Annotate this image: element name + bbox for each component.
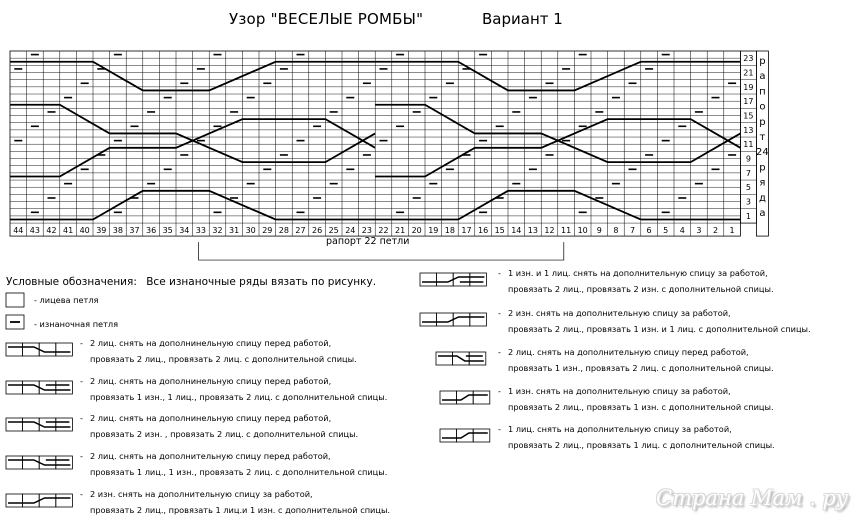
column-number: 16 [478, 226, 489, 236]
column-number: 27 [295, 226, 306, 236]
column-number: 4 [679, 226, 685, 236]
legend-item [498, 265, 774, 297]
legend-item [80, 373, 388, 405]
side-label-letter: о [759, 101, 766, 113]
side-label-letter: а [759, 71, 766, 83]
legend-symbol [6, 381, 72, 394]
legend-title: Условные обозначения: [6, 276, 137, 288]
row-numbers [743, 54, 753, 221]
column-number: 26 [312, 226, 323, 236]
legend-item-text: провязать 2 лиц., провязать 2 лиц. с дополнительной спицы. [90, 354, 357, 364]
legend-dash: - [498, 268, 501, 278]
column-number: 7 [629, 226, 636, 236]
column-number: 23 [361, 226, 372, 236]
column-number: 29 [262, 226, 273, 236]
side-label-letter: р [759, 116, 766, 128]
legend-symbol [6, 343, 72, 356]
column-number: 18 [444, 226, 455, 236]
legend-symbol [6, 293, 24, 307]
column-number: 22 [378, 226, 389, 236]
row-number: 1 [745, 211, 751, 221]
column-number: 32 [212, 226, 223, 236]
legend-item [34, 292, 99, 308]
legend-symbol [420, 313, 486, 326]
legend-item-text: - изнаночная петля [34, 319, 119, 329]
column-number: 2 [712, 226, 719, 236]
column-number: 43 [29, 226, 40, 236]
legend-item-text: 2 лиц. снять на дополнинельную спицу перед работой, [90, 413, 332, 423]
column-number: 30 [245, 226, 256, 236]
column-number: 6 [646, 226, 652, 236]
legend-dash: - [80, 376, 83, 386]
legend-item-text: 2 лиц. снять на дополнительную спицу перед работой, [90, 451, 331, 461]
legend-symbol [6, 315, 24, 329]
legend-symbol [440, 429, 490, 442]
column-number: 33 [195, 226, 206, 236]
column-number: 38 [112, 226, 123, 236]
legend-dash: - [498, 308, 501, 318]
legend-dash: - [498, 386, 501, 396]
column-number: 21 [395, 226, 406, 236]
side-label-letter: т [759, 132, 766, 143]
legend-item [498, 421, 775, 453]
column-number: 8 [613, 226, 619, 236]
pattern-name: Узор "ВЕСЕЛЫЕ РОМБЫ" [229, 10, 424, 28]
pattern-variant: Вариант 1 [482, 10, 563, 28]
legend-item-text: провязать 2 лиц., провязать 2 изн. с дополнительной спицы. [508, 284, 774, 294]
row-number: 17 [743, 97, 754, 107]
legend-item-text: провязать 2 лиц., провязать 1 лиц.и 1 изн. с дополнительной спицы. [90, 505, 391, 515]
row-number: 9 [745, 154, 751, 164]
column-number: 17 [461, 226, 472, 236]
column-number: 1 [729, 226, 735, 236]
legend-item-text: провязать 2 изн. , провязать 2 лиц. с дополнительной спицы. [90, 429, 359, 439]
legend-item [80, 486, 391, 518]
column-number: 34 [179, 226, 190, 236]
legend-item-text: 1 изн. и 1 лиц. снять на дополнительную спицу за работой, [508, 268, 768, 278]
column-number: 44 [13, 226, 24, 236]
legend-dash: - [80, 451, 83, 461]
row-number: 7 [745, 168, 751, 178]
column-number: 40 [79, 226, 90, 236]
legend-dash: - [80, 338, 83, 348]
column-number: 37 [129, 226, 140, 236]
column-number: 35 [162, 226, 173, 236]
column-number: 12 [544, 226, 555, 236]
column-number: 42 [46, 226, 57, 236]
legend-dash: - [80, 489, 83, 499]
legend-symbol [436, 352, 486, 365]
column-numbers [13, 226, 734, 235]
column-number: 24 [345, 226, 356, 236]
column-number: 41 [63, 226, 74, 236]
legend-item [34, 316, 118, 332]
legend-symbol [6, 494, 72, 507]
side-label-letter: п [759, 86, 766, 98]
column-number: 9 [596, 226, 602, 236]
legend-item-text: провязать 1 лиц., 1 изн., провязать 2 лиц. с дополнительной спицы. [90, 467, 388, 477]
column-number: 25 [328, 226, 339, 236]
legend-item-text: 2 лиц. снять на дополнинельную спицу перед работой, [90, 376, 332, 386]
column-number: 10 [577, 226, 588, 236]
legend-item-text: провязать 2 лиц., провязать 1 лиц. с дополнительной спицы. [508, 440, 775, 450]
legend-dash: - [498, 424, 501, 434]
legend-item-text: провязать 1 изн., 1 лиц., провязать 2 лиц. с дополнительной спицы. [90, 392, 388, 402]
row-number: 15 [743, 111, 754, 121]
legend-item-text: провязать 2 лиц., провязать 1 изн. и 1 лиц. с дополнительной спицы. [508, 324, 811, 334]
side-label-letter: 24 [756, 147, 769, 159]
legend-item-text: 2 лиц. снять на дополнительную спицу перед работой, [508, 347, 749, 357]
side-label-letter: р [759, 56, 766, 67]
column-number: 36 [146, 226, 157, 236]
row-number: 13 [743, 125, 754, 135]
column-number: 19 [428, 226, 439, 236]
column-number: 28 [278, 226, 289, 236]
legend-item-text: - лицева петля [34, 295, 99, 305]
site-watermark: Страна Мам . ру [656, 486, 849, 510]
column-number: 15 [494, 226, 505, 236]
legend-note: Все изнаночные ряды вязать по рисунку. [146, 276, 377, 288]
row-number: 5 [745, 183, 751, 193]
column-number: 39 [96, 226, 107, 236]
legend-item [80, 410, 359, 442]
column-number: 13 [527, 226, 538, 236]
side-label-letter: я [759, 177, 766, 189]
legend-item [80, 448, 388, 480]
legend-item-text: 2 изн. снять на дополнительную спицу за работой, [508, 308, 731, 318]
column-number: 14 [511, 226, 522, 236]
rapport-stitches-label: рапорт 22 петли [326, 236, 410, 247]
column-number: 11 [561, 226, 572, 236]
column-number: 3 [696, 226, 702, 236]
legend-symbol [6, 418, 72, 431]
legend-symbol [6, 456, 72, 469]
row-number: 11 [743, 140, 754, 150]
row-number: 23 [743, 54, 754, 64]
side-label-letter: д [758, 192, 766, 204]
legend-item [498, 305, 811, 337]
row-number: 21 [743, 68, 754, 78]
column-number: 5 [663, 226, 669, 236]
legend-item-text: 2 изн. снять на дополнительную спицу за работой, [90, 489, 313, 499]
legend-dash: - [80, 413, 83, 423]
row-number: 19 [743, 82, 754, 92]
legend-item-text: провязать 1 изн., провязать 2 лиц. с дополнительной спицы. [508, 363, 774, 373]
legend-heading [6, 276, 382, 288]
column-number: 31 [229, 226, 240, 236]
legend-item [498, 344, 774, 376]
legend-item-text: провязать 2 лиц., провязать 1 изн. с дополнительной спицы. [508, 402, 774, 412]
side-label-letter: р [759, 162, 766, 174]
legend-item-text: 1 лиц. снять на дополнительную спицу за работой, [508, 424, 732, 434]
column-number: 20 [411, 226, 422, 236]
legend-symbol [440, 391, 490, 404]
legend-item [498, 383, 774, 415]
row-number: 3 [745, 197, 751, 207]
side-label-letter: а [759, 208, 766, 219]
legend-item [80, 335, 357, 367]
legend-item-text: 2 лиц. снять на дополнинельную спицу перед работой, [90, 338, 332, 348]
legend-dash: - [498, 347, 501, 357]
side-rapport-label [756, 56, 769, 219]
legend-symbol [420, 273, 486, 286]
legend-item-text: 1 изн. снять на дополнительную спицу за работой, [508, 386, 731, 396]
